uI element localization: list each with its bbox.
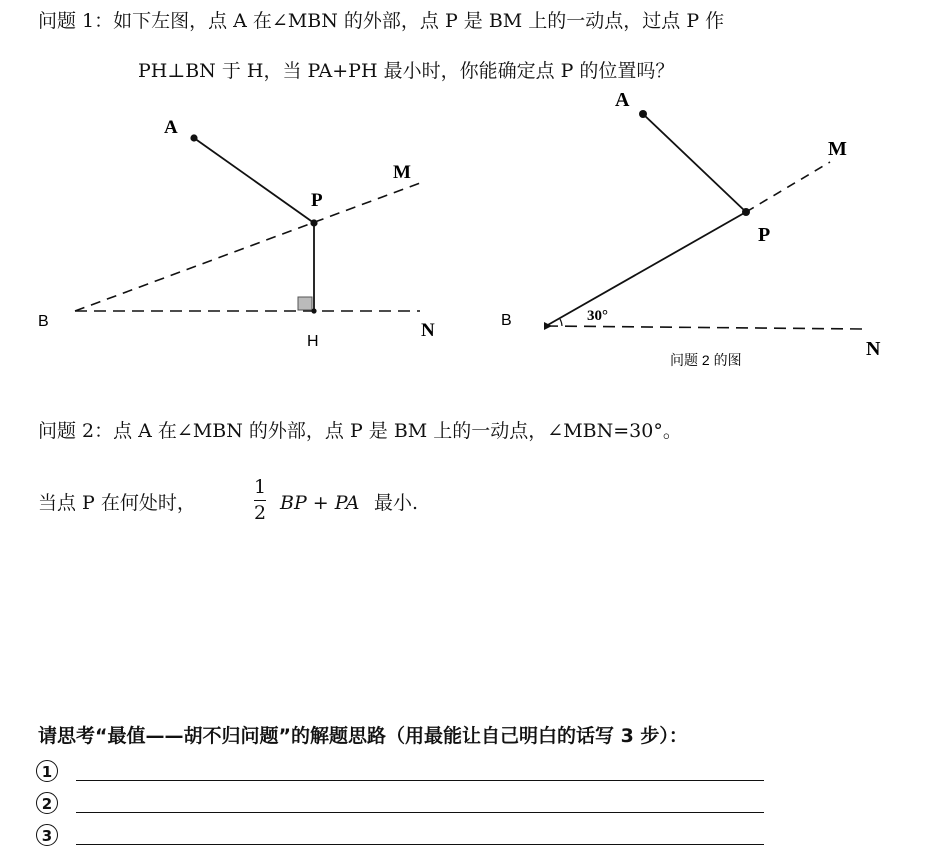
right-angle-marker — [298, 297, 312, 310]
segment-ap — [643, 114, 746, 212]
point-p — [742, 208, 750, 216]
problem2-expression: BP + PA — [280, 492, 360, 514]
fraction-denominator: 2 — [254, 502, 267, 524]
point-p — [310, 219, 317, 226]
label-b: B — [38, 313, 49, 330]
label-n: N — [421, 320, 435, 341]
thinking-heading: 请思考“最值——胡不归问题”的解题思路（用最能让自己明白的话写 3 步）： — [38, 725, 688, 747]
label-h: H — [307, 333, 319, 350]
segment-pm — [746, 162, 830, 212]
label-a: A — [164, 117, 178, 138]
step-1-number: 1 — [36, 760, 58, 782]
step-3-answer-line[interactable] — [76, 844, 764, 845]
label-a: A — [615, 89, 630, 111]
point-h — [311, 308, 316, 313]
problem2-line2-prefix: 当点 P 在何处时， — [38, 492, 196, 514]
figure2-caption: 问题 2 的图 — [670, 352, 742, 368]
step-2-number: 2 — [36, 792, 58, 814]
point-a — [639, 110, 647, 118]
segment-bn — [546, 326, 862, 329]
figure2-diagram — [490, 82, 930, 372]
fraction-bar — [254, 500, 266, 501]
segment-bp — [546, 212, 746, 326]
problem1-line2: PH⊥BN 于 H，当 PA+PH 最小时，你能确定点 P 的位置吗？ — [138, 60, 675, 82]
figure1-diagram — [0, 100, 470, 360]
label-p: P — [311, 190, 323, 211]
label-p: P — [758, 224, 771, 246]
angle-arc — [560, 319, 562, 326]
problem2-line2-suffix: 最小. — [374, 492, 419, 514]
step-2-answer-line[interactable] — [76, 812, 764, 813]
fraction-one-half — [254, 478, 266, 523]
label-angle: 30° — [587, 308, 608, 324]
label-m: M — [393, 162, 411, 183]
fraction-numerator: 1 — [254, 476, 267, 498]
problem2-line1: 问题 2：点 A 在∠MBN 的外部，点 P 是 BM 上的一动点，∠MBN=30°。 — [38, 420, 682, 442]
label-b: B — [501, 312, 512, 329]
segment-ap — [194, 138, 314, 223]
segment-bm — [75, 183, 420, 311]
label-n: N — [866, 338, 881, 360]
label-m: M — [828, 138, 847, 160]
point-a — [190, 134, 197, 141]
step-3-number: 3 — [36, 824, 58, 846]
problem1-line1: 问题 1：如下左图，点 A 在∠MBN 的外部，点 P 是 BM 上的一动点，过点 P 作 — [38, 10, 725, 32]
step-1-answer-line[interactable] — [76, 780, 764, 781]
